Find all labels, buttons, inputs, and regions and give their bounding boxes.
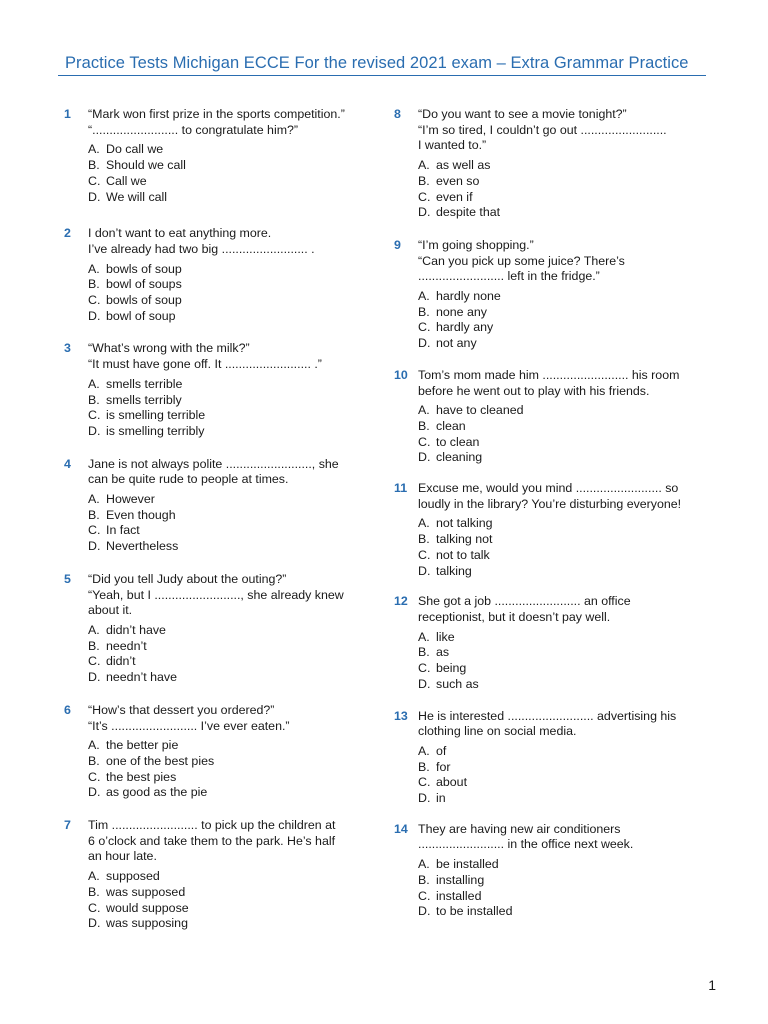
option-letter: A.	[418, 857, 430, 872]
question-1	[64, 107, 374, 205]
answer-option	[418, 873, 714, 889]
question-stem: I don’t want to eat anything more. I’ve already had two big ......................... .	[88, 226, 315, 256]
option-letter: B.	[418, 759, 430, 774]
answer-option	[88, 158, 374, 174]
option-text: such as	[436, 676, 479, 691]
option-text: one of the best pies	[106, 753, 215, 768]
option-text: Even though	[106, 507, 176, 522]
question-number: 14	[394, 821, 408, 836]
answer-option	[88, 277, 374, 293]
option-letter: B.	[88, 884, 100, 899]
option-text: cleaning	[436, 450, 483, 465]
answer-option	[418, 336, 714, 352]
question-number: 9	[394, 237, 401, 252]
question-stem: She got a job ......................... an office receptionist, but it doesn’t pay well.	[418, 594, 631, 624]
question-number: 6	[64, 702, 71, 717]
question-number: 4	[64, 456, 71, 471]
option-letter: A.	[418, 403, 430, 418]
option-letter: B.	[88, 277, 100, 292]
option-text: didn’t	[106, 654, 136, 669]
page-title: Practice Tests Michigan ECCE For the revised 2021 exam – Extra Grammar Practice	[65, 54, 689, 72]
option-text: Should we call	[106, 158, 186, 173]
option-text: for	[436, 759, 451, 774]
option-text: the best pies	[106, 769, 177, 784]
question-number: 8	[394, 107, 401, 121]
option-text: being	[436, 661, 467, 676]
question-stem: “Did you tell Judy about the outing?” “Yeah, but I ........................., she already knew about it.	[88, 571, 344, 618]
answer-option	[418, 630, 714, 646]
option-text: talking not	[436, 532, 493, 547]
answer-option	[88, 539, 374, 555]
option-text: smells terribly	[106, 392, 182, 407]
option-letter: D.	[88, 308, 101, 323]
answer-option	[418, 419, 714, 435]
option-letter: B.	[88, 507, 100, 522]
option-letter: C.	[88, 173, 101, 188]
question-number: 13	[394, 708, 408, 723]
question-stem: They are having new air conditioners ......................... in the office next week.	[418, 821, 634, 852]
option-text: the better pie	[106, 738, 179, 753]
question-number: 11	[394, 481, 408, 496]
option-letter: C.	[88, 654, 101, 669]
option-text: not any	[436, 336, 477, 351]
answer-option	[418, 645, 714, 661]
option-text: of	[436, 743, 447, 758]
option-text: was supposed	[106, 884, 186, 899]
option-letter: D.	[88, 785, 101, 800]
option-letter: D.	[418, 563, 431, 578]
option-text: as well as	[436, 158, 491, 173]
option-text: is smelling terribly	[106, 423, 205, 438]
answer-option	[88, 293, 374, 309]
option-text: Do call we	[106, 142, 164, 157]
option-letter: A.	[88, 142, 100, 157]
answer-option	[418, 435, 714, 451]
question-13	[394, 709, 714, 807]
right-column	[394, 107, 714, 920]
answer-option	[418, 889, 714, 905]
option-letter: A.	[88, 869, 100, 884]
answer-option	[418, 775, 714, 791]
option-letter: B.	[418, 418, 430, 433]
option-letter: A.	[418, 629, 430, 644]
question-stem: “Mark won first prize in the sports competition.” “......................... to congratulate him?”	[88, 107, 345, 137]
answer-option	[418, 791, 714, 807]
question-stem: Jane is not always polite ........................., she can be quite rude to people at times.	[88, 456, 339, 487]
question-number: 5	[64, 571, 71, 586]
page-header	[58, 54, 706, 76]
option-letter: D.	[88, 670, 101, 685]
option-letter: A.	[88, 376, 100, 391]
answer-option	[418, 174, 714, 190]
option-text: However	[106, 492, 155, 507]
answer-option	[88, 408, 374, 424]
question-14	[394, 822, 714, 920]
question-5	[64, 572, 374, 686]
option-text: to be installed	[436, 904, 513, 919]
option-letter: A.	[418, 289, 430, 304]
option-text: bowl of soup	[106, 308, 176, 323]
answer-option	[88, 785, 374, 801]
answer-option	[418, 744, 714, 760]
option-letter: C.	[418, 888, 431, 903]
answer-option	[418, 564, 714, 580]
answer-option	[88, 393, 374, 409]
option-letter: C.	[88, 523, 101, 538]
option-letter: D.	[88, 423, 101, 438]
answer-option	[418, 760, 714, 776]
answer-option	[88, 174, 374, 190]
answer-option	[418, 450, 714, 466]
question-6	[64, 703, 374, 801]
option-text: is smelling terrible	[106, 408, 206, 423]
option-letter: A.	[88, 261, 100, 276]
answer-option	[418, 289, 714, 305]
option-letter: D.	[418, 450, 431, 465]
answer-option	[88, 869, 374, 885]
answer-option	[88, 492, 374, 508]
option-text: have to cleaned	[436, 403, 524, 418]
option-text: none any	[436, 304, 487, 319]
answer-option	[88, 262, 374, 278]
option-text: bowls of soup	[106, 293, 182, 308]
option-text: talking	[436, 563, 472, 578]
option-text: like	[436, 629, 455, 644]
answer-option	[88, 508, 374, 524]
option-letter: A.	[88, 622, 100, 637]
option-letter: C.	[418, 320, 431, 335]
option-letter: B.	[418, 532, 430, 547]
option-letter: A.	[88, 492, 100, 507]
answer-option	[88, 901, 374, 917]
answer-option	[88, 424, 374, 440]
option-text: Call we	[106, 173, 147, 188]
option-text: hardly any	[436, 320, 494, 335]
option-text: In fact	[106, 523, 140, 538]
question-number: 10	[394, 367, 408, 382]
option-letter: D.	[418, 904, 431, 919]
option-letter: B.	[418, 304, 430, 319]
question-7	[64, 818, 374, 932]
option-letter: D.	[88, 189, 101, 204]
answer-option	[418, 532, 714, 548]
question-8	[394, 107, 714, 221]
option-text: be installed	[436, 857, 499, 872]
option-letter: B.	[418, 173, 430, 188]
option-text: even if	[436, 189, 473, 204]
answer-option	[418, 548, 714, 564]
option-text: needn’t	[106, 638, 147, 653]
option-letter: C.	[88, 900, 101, 915]
question-4	[64, 457, 374, 555]
option-text: bowl of soups	[106, 277, 182, 292]
option-letter: C.	[88, 293, 101, 308]
answer-option	[418, 403, 714, 419]
question-2	[64, 226, 374, 324]
option-letter: C.	[418, 434, 431, 449]
answer-option	[88, 377, 374, 393]
option-letter: B.	[88, 158, 100, 173]
option-letter: B.	[88, 753, 100, 768]
answer-option	[418, 857, 714, 873]
left-column	[64, 107, 374, 932]
question-stem: “How’s that dessert you ordered?” “It’s ......................... I’ve ever eaten.”	[88, 702, 290, 733]
question-3	[64, 341, 374, 439]
answer-option	[88, 523, 374, 539]
page-number: 1	[708, 977, 716, 993]
answer-option	[418, 158, 714, 174]
question-10	[394, 368, 714, 466]
option-text: Nevertheless	[106, 539, 179, 554]
answer-option	[88, 738, 374, 754]
option-text: as	[436, 645, 450, 660]
option-text: hardly none	[436, 289, 501, 304]
option-letter: B.	[88, 638, 100, 653]
question-number: 7	[64, 818, 71, 833]
question-stem: He is interested ......................... advertising his clothing line on social media.	[418, 708, 677, 739]
answer-option	[418, 205, 714, 221]
question-stem: “What’s wrong with the milk?” “It must have gone off. It ......................... .”	[88, 341, 322, 372]
question-stem: “Do you want to see a movie tonight?” “I’m so tired, I couldn’t go out ......................... I wanted to.”	[418, 107, 667, 153]
answer-option	[88, 639, 374, 655]
answer-option	[88, 142, 374, 158]
option-letter: A.	[418, 516, 430, 531]
answer-option	[418, 320, 714, 336]
option-letter: D.	[88, 916, 101, 931]
option-text: We will call	[106, 189, 168, 204]
option-text: about	[436, 775, 468, 790]
option-letter: C.	[418, 189, 431, 204]
answer-option	[418, 904, 714, 920]
question-stem: Tim ......................... to pick up the children at 6 o’clock and take them to the park. He’s half an hour late.	[88, 818, 336, 864]
answer-option	[88, 885, 374, 901]
option-text: even so	[436, 173, 480, 188]
option-letter: D.	[418, 336, 431, 351]
question-11	[394, 481, 714, 579]
option-text: installed	[436, 888, 482, 903]
option-letter: C.	[418, 775, 431, 790]
answer-option	[418, 677, 714, 693]
answer-option	[418, 190, 714, 206]
option-letter: A.	[418, 158, 430, 173]
answer-option	[88, 623, 374, 639]
answer-option	[88, 916, 374, 932]
answer-option	[418, 661, 714, 677]
option-letter: B.	[88, 392, 100, 407]
option-text: didn’t have	[106, 622, 166, 637]
option-letter: C.	[88, 769, 101, 784]
question-number: 1	[64, 107, 71, 121]
option-letter: C.	[418, 661, 431, 676]
question-12	[394, 594, 714, 692]
option-text: was supposing	[106, 916, 188, 931]
option-letter: A.	[418, 743, 430, 758]
answer-option	[88, 670, 374, 686]
answer-option	[88, 770, 374, 786]
answer-option	[88, 754, 374, 770]
question-number: 3	[64, 341, 71, 356]
question-number: 12	[394, 594, 408, 609]
answer-option	[88, 309, 374, 325]
option-letter: C.	[88, 408, 101, 423]
option-letter: D.	[418, 791, 431, 806]
option-text: clean	[436, 418, 466, 433]
option-letter: D.	[88, 539, 101, 554]
answer-option	[418, 305, 714, 321]
option-text: would suppose	[106, 900, 189, 915]
option-letter: A.	[88, 738, 100, 753]
option-letter: B.	[418, 645, 430, 660]
answer-option	[88, 654, 374, 670]
option-text: to clean	[436, 434, 480, 449]
question-stem: “I’m going shopping.” “Can you pick up some juice? There’s ......................... left in the fridge.”	[418, 237, 625, 284]
option-letter: C.	[418, 547, 431, 562]
question-stem: Excuse me, would you mind ......................... so loudly in the library? You’re disturbing everyone!	[418, 481, 682, 511]
answer-option	[88, 190, 374, 206]
option-text: installing	[436, 872, 485, 887]
option-text: in	[436, 791, 446, 806]
option-text: supposed	[106, 869, 160, 884]
answer-option	[418, 516, 714, 532]
option-text: not talking	[436, 516, 493, 531]
question-number: 2	[64, 226, 71, 241]
option-letter: B.	[418, 872, 430, 887]
option-letter: D.	[418, 205, 431, 220]
option-text: as good as the pie	[106, 785, 208, 800]
question-9	[394, 238, 714, 352]
option-text: smells terrible	[106, 376, 183, 391]
question-stem: Tom’s mom made him ......................... his room before he went out to play with his friends.	[418, 367, 680, 398]
option-text: despite that	[436, 205, 501, 220]
option-text: bowls of soup	[106, 261, 182, 276]
option-letter: D.	[418, 676, 431, 691]
option-text: not to talk	[436, 547, 490, 562]
option-text: needn’t have	[106, 670, 177, 685]
